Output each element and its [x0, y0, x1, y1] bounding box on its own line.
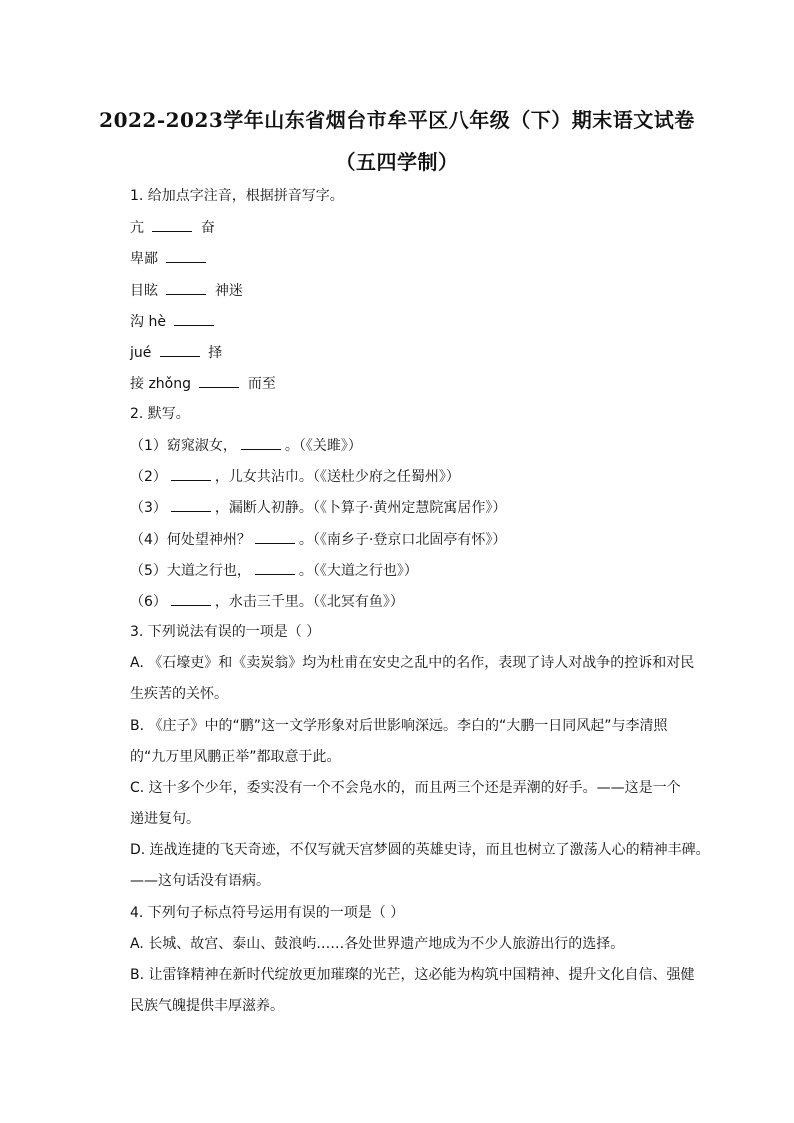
q3-option-c: C. 这十多个少年，委实没有一个不会凫水的，而且两三个还是弄潮的好手。——这是一个 — [130, 780, 681, 796]
q3-option-b: B. 《庄子》中的“鹏”这一文学形象对后世影响深远。李白的“大鹏一日同风起”与李清照 — [130, 718, 668, 734]
q2-item-5 — [130, 560, 418, 581]
q1-item-text: 沟 hè — [130, 314, 171, 330]
q1-item-5 — [130, 342, 222, 363]
exam-subtitle: （五四学制） — [335, 150, 459, 174]
q2-item-text: （4）何处望神州？ — [130, 532, 251, 548]
answer-blank[interactable] — [171, 591, 211, 606]
q2-item-6 — [130, 591, 404, 612]
answer-blank[interactable] — [171, 466, 211, 481]
answer-blank[interactable] — [241, 435, 281, 450]
answer-blank[interactable] — [255, 560, 295, 575]
q1-item-text: 择 — [203, 345, 223, 361]
q2-item-text: 。（《南乡子·登京口北固亭有怀》） — [298, 532, 507, 548]
q1-item-1 — [130, 217, 215, 238]
q3-option-c-cont: 递进复句。 — [130, 811, 200, 827]
q2-item-1 — [130, 435, 362, 456]
q3-option-b-cont: 的“九万里风鹏正举”都取意于此。 — [130, 749, 341, 765]
q2-item-4 — [130, 529, 506, 550]
q2-item-3 — [130, 497, 506, 518]
q1-item-text: 亢 — [130, 220, 149, 236]
q4-option-b-cont: 民族气魄提供丰厚滋养。 — [130, 998, 284, 1014]
answer-blank[interactable] — [174, 311, 214, 326]
q2-prompt: 2. 默写。 — [130, 406, 190, 422]
q4-option-b: B. 让雷锋精神在新时代绽放更加璀璨的光芒，这必能为构筑中国精神、提升文化自信、强健 — [130, 967, 695, 983]
q1-item-text: 奋 — [196, 220, 215, 236]
q2-item-text: （6） — [130, 594, 167, 610]
q1-item-text: 卑鄙 — [130, 251, 163, 267]
answer-blank[interactable] — [166, 280, 206, 295]
q2-item-2 — [130, 466, 460, 487]
exam-title: 2022-2023学年山东省烟台市牟平区八年级（下）期末语文试卷 — [99, 108, 695, 132]
q1-item-text: jué — [130, 345, 156, 361]
q3-option-a: A. 《石壕吏》和《卖炭翁》均为杜甫在安史之乱中的名作，表现了诗人对战争的控诉和对民 — [130, 655, 695, 671]
q1-item-text: 神迷 — [210, 283, 243, 299]
q1-item-3 — [130, 280, 243, 301]
q1-item-text: 接 zhǒng — [130, 376, 196, 392]
q4-option-a: A. 长城、故宫、泰山、鼓浪屿……各处世界遗产地成为不少人旅游出行的选择。 — [130, 936, 625, 952]
q2-item-text: （2） — [130, 469, 167, 485]
answer-blank[interactable] — [199, 373, 239, 388]
q2-item-text: ，儿女共沾巾。（《送杜少府之任蜀州》） — [214, 469, 460, 485]
q2-item-text: 。（《关雎》） — [284, 438, 362, 454]
q3-prompt: 3. 下列说法有误的一项是（ ） — [130, 624, 321, 640]
q1-item-text: 目眩 — [130, 283, 163, 299]
q2-item-text: （3） — [130, 500, 167, 516]
q3-option-d-cont: ——这句话没有语病。 — [130, 873, 270, 889]
q2-item-text: ，水击三千里。（《北冥有鱼》） — [214, 594, 404, 610]
q2-item-text: ，漏断人初静。（《卜算子·黄州定慧院寓居作》） — [214, 500, 507, 516]
q2-item-text: 。（《大道之行也》） — [298, 563, 418, 579]
q1-prompt: 1. 给加点字注音，根据拼音写字。 — [130, 188, 344, 204]
q3-option-a-cont: 生疾苦的关怀。 — [130, 686, 228, 702]
q1-item-6 — [130, 373, 276, 394]
answer-blank[interactable] — [152, 217, 192, 232]
q2-item-text: （5）大道之行也， — [130, 563, 251, 579]
q3-option-d: D. 连战连捷的飞天奇迹，不仅写就天宫梦圆的英雄史诗，而且也树立了激荡人心的精神丰碑。 — [130, 842, 710, 858]
q1-item-2 — [130, 248, 210, 269]
q1-item-4 — [130, 311, 218, 332]
q2-item-text: （1）窈窕淑女， — [130, 438, 237, 454]
answer-blank[interactable] — [166, 248, 206, 263]
q4-prompt: 4. 下列句子标点符号运用有误的一项是（ ） — [130, 905, 405, 921]
answer-blank[interactable] — [171, 497, 211, 512]
q1-item-text: 而至 — [243, 376, 276, 392]
answer-blank[interactable] — [255, 529, 295, 544]
answer-blank[interactable] — [160, 342, 200, 357]
